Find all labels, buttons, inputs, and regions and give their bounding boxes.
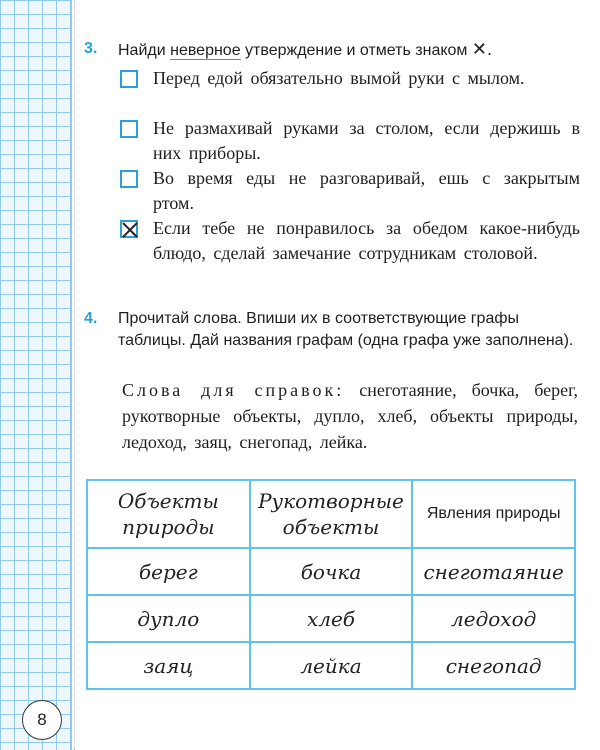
- task3-option-4: [120, 216, 580, 266]
- task3-option-1: [120, 66, 580, 91]
- reference-words: [122, 377, 578, 455]
- reference-label: Слова для справок:: [122, 380, 345, 400]
- table-cell[interactable]: хлеб: [250, 595, 413, 642]
- page-number: 8: [22, 700, 62, 740]
- task3-option-2: [120, 116, 580, 166]
- task3-heading: [118, 38, 576, 62]
- task3-number: 3.: [84, 40, 98, 57]
- checkbox-2[interactable]: [120, 120, 138, 138]
- table-cell[interactable]: ледоход: [412, 595, 575, 642]
- header-cell-1: Объекты природы: [87, 480, 250, 548]
- task3-option-3: [120, 166, 580, 216]
- table-cell[interactable]: берег: [87, 548, 250, 595]
- cross-mark-icon: [121, 221, 139, 239]
- checkbox-1[interactable]: [120, 70, 138, 88]
- table-cell[interactable]: лейка: [250, 642, 413, 689]
- margin-line: [70, 0, 72, 750]
- task3-head-before: Найди: [118, 42, 171, 59]
- header-cell-3: Явления природы: [412, 480, 575, 548]
- grid-margin: [0, 0, 70, 750]
- margin-dotted-line: [74, 0, 76, 750]
- checkbox-3[interactable]: [120, 170, 138, 188]
- task3-head-underlined: неверное: [170, 42, 241, 59]
- table-row: [87, 595, 575, 642]
- task3-head-after: утверждение и отметь знаком: [240, 42, 472, 59]
- table-row: [87, 548, 575, 595]
- reference-list: снеготаяние, бочка, берег, рукотворные объекты, дупло, хлеб, объекты природы, ледоход, заяц, снегопад, лейка.: [122, 380, 578, 452]
- task4-heading: Прочитай слова. Впиши их в соответствующие графы таблицы. Дай названия графам (одна графа уже заполнена).: [118, 310, 574, 349]
- table-cell[interactable]: снегопад: [412, 642, 575, 689]
- option-text-4: Если тебе не понравилось за обедом какое-нибудь блюдо, сделай замечание сотрудникам столовой.: [153, 218, 580, 263]
- header-cell-2: Рукотворные объекты: [250, 480, 413, 548]
- task3-head-mark: ✕.: [471, 39, 492, 59]
- table-cell[interactable]: снеготаяние: [412, 548, 575, 595]
- option-text-1: Перед едой обязательно вымой руки с мылом.: [153, 68, 525, 88]
- table-cell[interactable]: дупло: [87, 595, 250, 642]
- classification-table: [86, 479, 576, 690]
- table-row: [87, 642, 575, 689]
- task4-number: 4.: [84, 310, 98, 327]
- checkbox-4-checked[interactable]: [120, 220, 138, 238]
- table-cell[interactable]: бочка: [250, 548, 413, 595]
- option-text-3: Во время еды не разговаривай, ешь с закрытым ртом.: [153, 168, 580, 213]
- table-header-row: [87, 480, 575, 548]
- option-text-2: Не размахивай руками за столом, если держишь в них приборы.: [153, 118, 580, 163]
- table-cell[interactable]: заяц: [87, 642, 250, 689]
